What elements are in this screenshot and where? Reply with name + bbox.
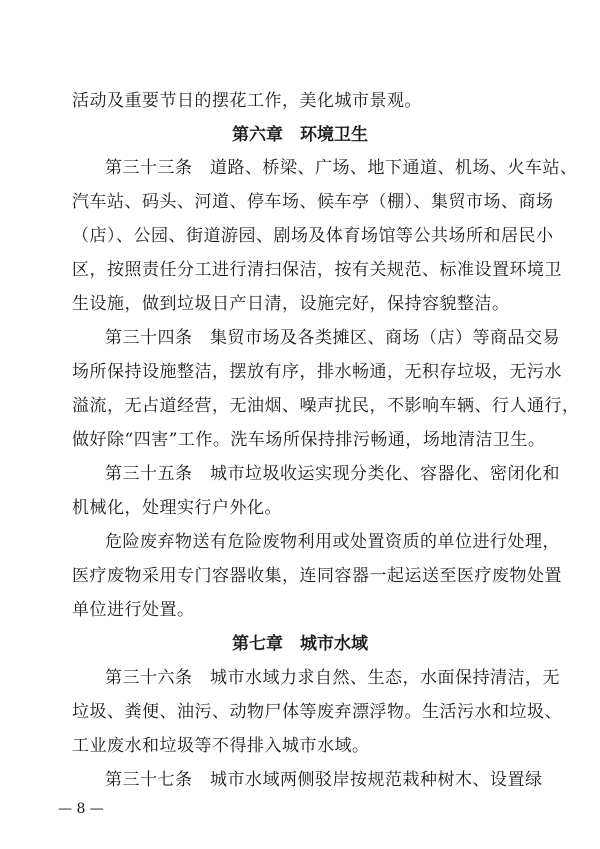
text-line: 做好除“四害”工作。洗车场所保持排污畅通，场地清洁卫生。 <box>72 430 546 450</box>
text-line: 第三十七条 城市水域两侧驳岸按规范栽种树木、设置绿 <box>105 770 543 790</box>
text-line: 第三十三条 道路、桥梁、广场、地下通道、机场、火车站、 <box>105 158 578 178</box>
chapter-heading-seven: 第七章 城市水域 <box>232 634 368 654</box>
text-line: 医疗废物采用专门容器收集，连同容器一起运送至医疗废物处置 <box>72 566 562 586</box>
text-line: 垃圾、粪便、油污、动物尸体等废弃漂浮物。生活污水和垃圾、 <box>72 702 562 722</box>
text-line: 溢流，无占道经营，无油烟、噪声扰民，不影响车辆、行人通行， <box>72 396 580 416</box>
text-line: 活动及重要节日的摆花工作，美化城市景观。 <box>72 91 422 111</box>
chapter-heading-six: 第六章 环境卫生 <box>232 125 368 145</box>
text-line: 区，按照责任分工进行清扫保洁，按有关规范、标准设置环境卫 <box>72 260 562 280</box>
text-line: 第三十四条 集贸市场及各类摊区、商场（店）等商品交易 <box>105 328 560 348</box>
text-line: 汽车站、码头、河道、停车场、候车亭（棚）、集贸市场、商场 <box>72 192 554 212</box>
text-line: 第三十五条 城市垃圾收运实现分类化、容器化、密闭化和 <box>105 464 560 484</box>
text-line: 机械化，处理实行户外化。 <box>72 498 282 518</box>
text-line: 第三十六条 城市水域力求自然、生态，水面保持清洁，无 <box>105 668 560 688</box>
text-line: 生设施，做到垃圾日产日清，设施完好，保持容貌整洁。 <box>72 294 510 314</box>
text-line: 工业废水和垃圾等不得排入城市水域。 <box>72 736 370 756</box>
text-line: 单位进行处置。 <box>72 600 195 620</box>
text-line: （店）、公园、街道游园、剧场及体育场馆等公共场所和居民小 <box>72 226 554 246</box>
text-line: 危险废弃物送有危险废物利用或处置资质的单位进行处理， <box>105 532 560 552</box>
page-number: — 8 — <box>58 801 104 817</box>
text-line: 场所保持设施整洁，摆放有序，排水畅通，无积存垃圾，无污水 <box>72 362 562 382</box>
